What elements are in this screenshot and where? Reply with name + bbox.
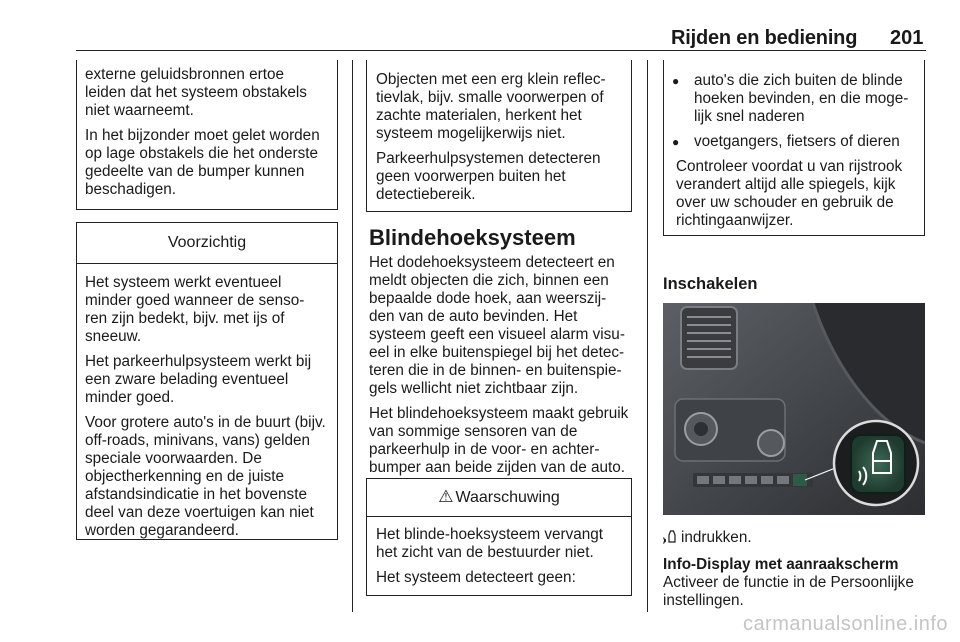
column-separator — [647, 60, 648, 612]
list-item: ● voetgangers, fietsers of dieren — [672, 133, 918, 151]
note-paragraph: Controleer voordat u van rijstrook verandert altijd alle spiegels, kijk over uw schouder en gebruik de richtingaanwijzer. — [676, 158, 903, 229]
subsection-heading: Inschakelen — [663, 275, 758, 293]
warning-header — [367, 479, 631, 517]
warning-paragraph: Het blinde-hoeksysteem vervangt het zicht van de bestuurder niet. — [376, 526, 604, 561]
column-separator — [352, 60, 353, 612]
bullet-list — [672, 72, 918, 151]
activation-paragraph: Activeer de functie in de Persoonlijke instellingen. — [663, 574, 914, 609]
warning-triangle-icon: ⚠ — [438, 487, 454, 506]
bullet-box — [663, 60, 925, 236]
warning-title: Waarschuwing — [455, 489, 560, 506]
header-rule — [76, 50, 926, 51]
dashboard-button-photo — [663, 303, 925, 515]
intro-box — [76, 60, 338, 210]
section-heading: Blindehoeksysteem — [369, 225, 576, 250]
intro-paragraph: In het bijzonder moet gelet worden op lage obstakels die het onderste gedeelte van de bumper kunnen beschadigen. — [85, 127, 320, 198]
caution-paragraph: Het parkeerhulpsysteem werkt bij een zware belading eventueel minder goed. — [85, 353, 312, 406]
press-text: indrukken. — [681, 529, 752, 546]
info-paragraph: Objecten met een erg klein reflec‐ tievlak, bijv. smalle voorwerpen of zachte materialen, herkent het systeem mogelijkerwijs niet. — [376, 71, 606, 142]
press-instruction — [663, 529, 928, 547]
page-number: 201 — [890, 27, 924, 49]
info-paragraph: Parkeerhulpsystemen detecteren geen voorwerpen buiten het detectiebereik. — [376, 150, 601, 203]
blind-spot-button-icon — [663, 530, 677, 544]
caution-paragraph: Voor grotere auto's in de buurt (bijv. off-roads, minivans, vans) gelden speciale voorwaarden. De objectherkenning en de juiste afstandsindicatie in het bovenste deel van deze voertuigen kan niet worden gegarandeerd. — [85, 414, 326, 539]
warning-box — [366, 478, 632, 596]
caution-paragraph: Het systeem werkt eventueel minder goed wanneer de senso‐ ren zijn bedekt, bijv. met ijs of sneeuw. — [85, 274, 305, 345]
body-paragraph: Het blindehoeksysteem maakt gebruik van sommige sensoren van de parkeerhulp in de voor- en achter‐ bumper aan beide zijden van de auto. — [369, 405, 629, 476]
page-section-title: Rijden en bediening — [671, 27, 858, 49]
caution-title: Voorzichtig — [77, 223, 337, 264]
activation-instructions — [663, 529, 928, 610]
blindspot-section — [369, 226, 633, 484]
info-box — [366, 60, 632, 212]
list-item: ● auto's die zich buiten de blinde hoeken bevinden, en die moge‐ lijk snel naderen — [672, 72, 918, 126]
warning-paragraph: Het systeem detecteert geen: — [376, 569, 576, 586]
caution-box — [76, 222, 338, 540]
body-paragraph: Het dodehoeksysteem detecteert en meldt objecten die zich, binnen een bepaalde dode hoek, aan weerszij‐ den van de auto bevinden. Het systeem geeft een visueel alarm visu‐ eel in elke buitenspiegel bij het detec‐ teren die in de binnen- en buitenspie‐ gels wellicht niet zichtbaar zijn. — [369, 254, 625, 397]
intro-paragraph: externe geluidsbronnen ertoe leiden dat het systeem obstakels niet waarneemt. — [85, 66, 307, 119]
dashboard-illustration — [663, 303, 925, 515]
watermark: carmanualsonline.info — [742, 613, 948, 635]
display-type-heading: Info-Display met aanraakscherm — [663, 556, 899, 573]
